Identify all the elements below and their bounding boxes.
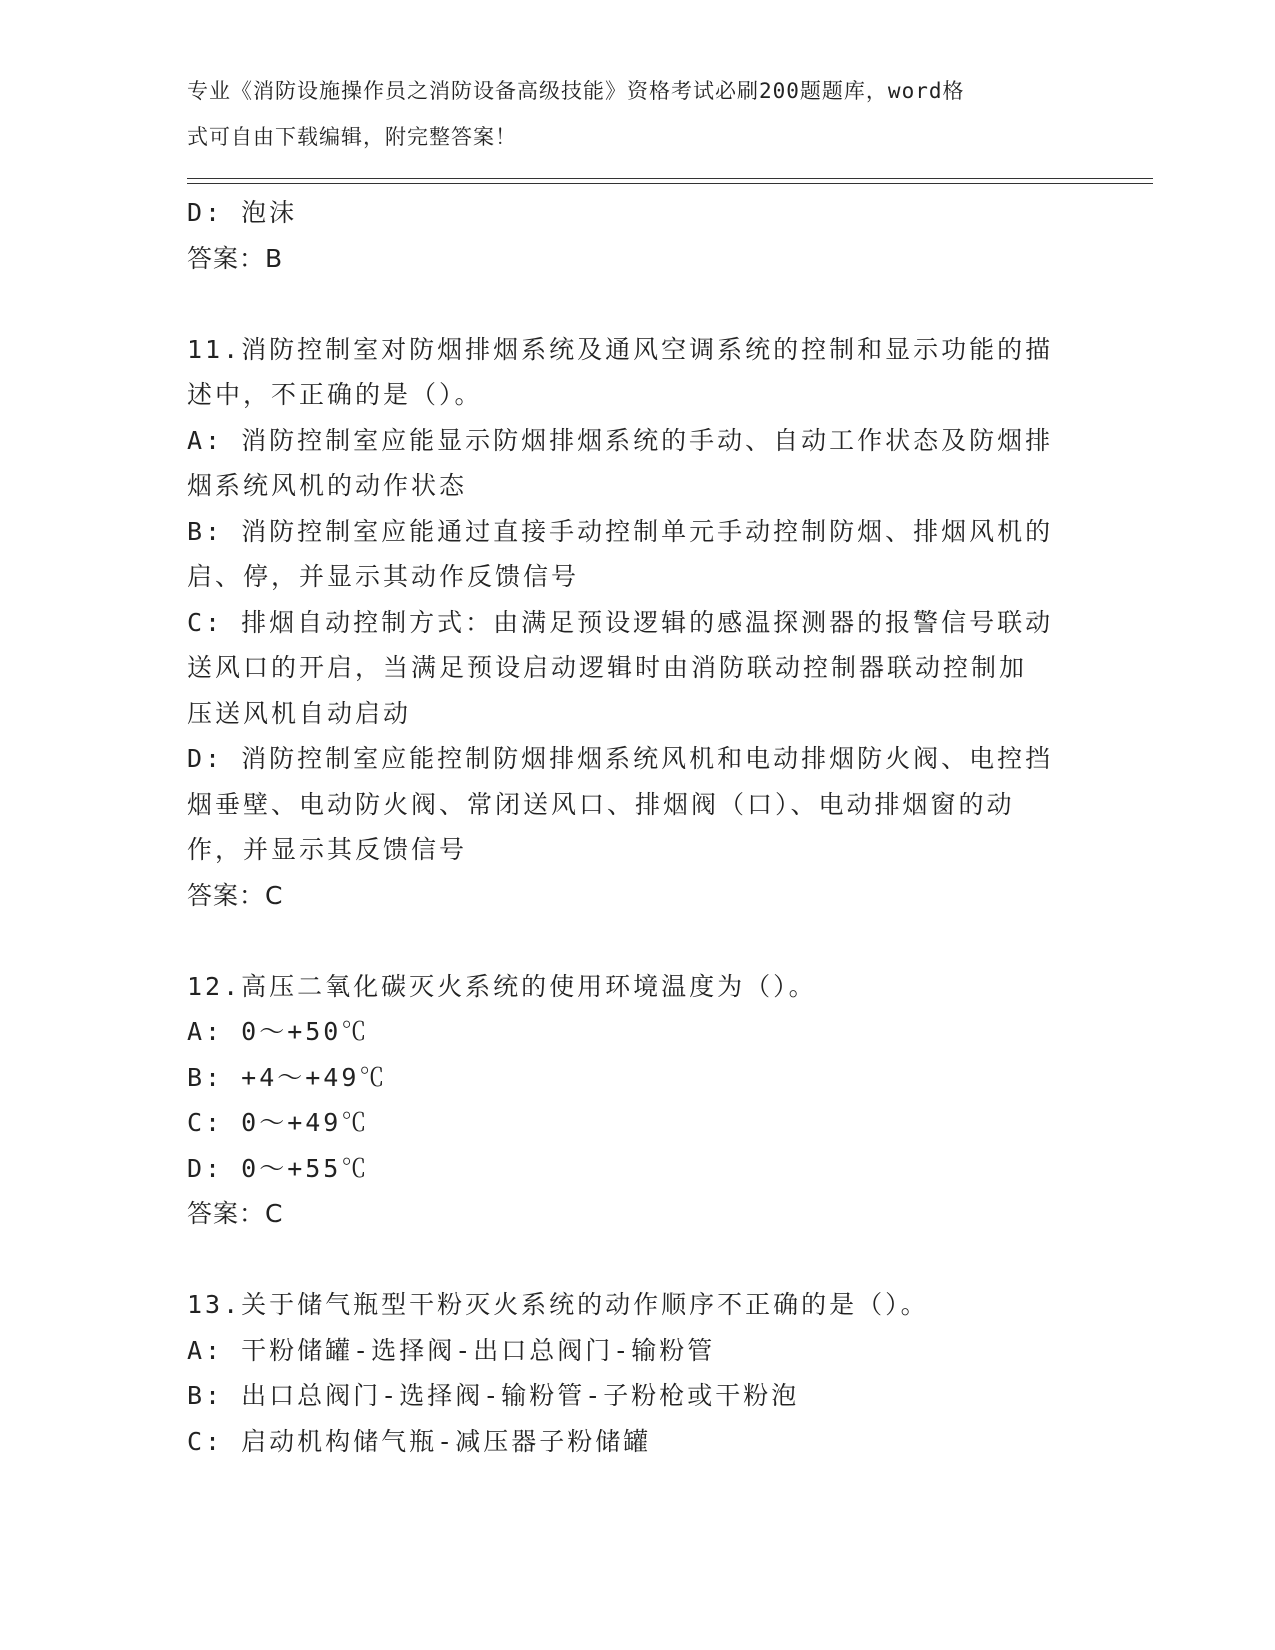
option-c: C: 排烟自动控制方式：由满足预设逻辑的感温探测器的报警信号联动 <box>187 607 1054 637</box>
header-divider-top <box>187 178 1153 179</box>
option-d: D: 泡沫 <box>187 198 298 227</box>
answer-line: 答案：C <box>187 1199 284 1228</box>
option-b: B: 出口总阀门-选择阀-输粉管-子粉枪或干粉泡 <box>187 1381 800 1410</box>
option-c-continued: 压送风机自动启动 <box>187 698 412 728</box>
question-13 <box>187 1282 1087 1464</box>
option-b-continued: 启、停，并显示其动作反馈信号 <box>187 562 580 591</box>
question-12 <box>187 964 1087 1237</box>
question-list <box>187 190 1087 1464</box>
option-c: C: 0～+49℃ <box>187 1108 370 1137</box>
option-d-continued: 烟垂壁、电动防火阀、常闭送风口、排烟阀（口）、电动排烟窗的动 <box>187 789 1015 819</box>
spacer <box>187 918 1087 964</box>
spacer <box>187 1237 1087 1283</box>
option-a: A: 消防控制室应能显示防烟排烟系统的手动、自动工作状态及防烟排 <box>187 425 1054 455</box>
option-d: D: 0～+55℃ <box>187 1153 370 1183</box>
question-stem-line: 12.高压二氧化碳灭火系统的使用环境温度为（）。 <box>187 971 817 1001</box>
option-a: A: 干粉储罐-选择阀-出口总阀门-输粉管 <box>187 1335 716 1365</box>
option-d-continued: 作，并显示其反馈信号 <box>187 835 468 864</box>
option-c: C: 启动机构储气瓶-减压器子粉储罐 <box>187 1426 652 1456</box>
question-11 <box>187 327 1087 919</box>
header-divider-bottom <box>187 183 1153 184</box>
option-b: B: 消防控制室应能通过直接手动控制单元手动控制防烟、排烟风机的 <box>187 516 1054 546</box>
question-stem-line: 述中，不正确的是（）。 <box>187 380 483 409</box>
question-stem-line: 13.关于储气瓶型干粉灭火系统的动作顺序不正确的是（）。 <box>187 1290 929 1319</box>
answer-line: 答案：C <box>187 880 284 910</box>
option-a: A: 0～+50℃ <box>187 1017 370 1046</box>
option-a-continued: 烟系统风机的动作状态 <box>187 471 468 500</box>
document-header <box>187 76 1067 167</box>
question-stem-line: 11.消防控制室对防烟排烟系统及通风空调系统的控制和显示功能的描 <box>187 334 1054 364</box>
answer-line: 答案：B <box>187 243 284 273</box>
header-line-2: 式可自由下载编辑，附完整答案！ <box>187 124 517 149</box>
option-b: B: +4～+49℃ <box>187 1062 388 1092</box>
option-c-continued: 送风口的开启，当满足预设启动逻辑时由消防联动控制器联动控制加 <box>187 653 1028 682</box>
spacer <box>187 281 1087 327</box>
option-d: D: 消防控制室应能控制防烟排烟系统风机和电动排烟防火阀、电控挡 <box>187 744 1054 773</box>
header-line-1: 专业《消防设施操作员之消防设备高级技能》资格考试必刷200题题库，word格 <box>187 79 965 103</box>
question-10-tail <box>187 190 1087 281</box>
